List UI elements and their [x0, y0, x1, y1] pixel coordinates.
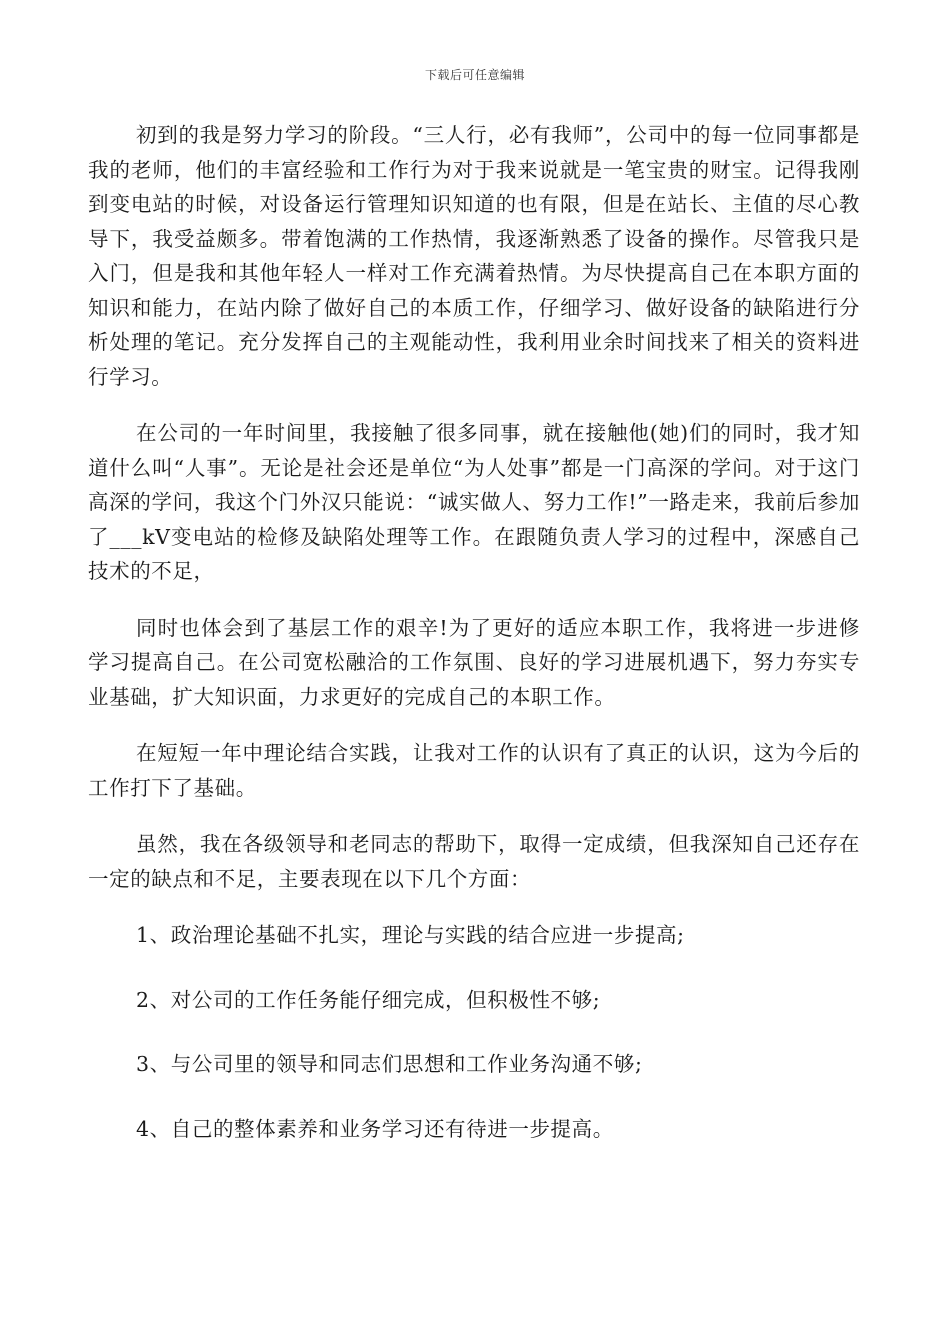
list-item-1: 1、政治理论基础不扎实，理论与实践的结合应进一步提高; — [136, 923, 685, 947]
page-header-note: 下载后可任意编辑 — [424, 68, 525, 82]
list-item-3: 3、与公司里的领导和同志们思想和工作业务沟通不够; — [136, 1052, 643, 1076]
list-item-2: 2、对公司的工作任务能仔细完成，但积极性不够; — [136, 987, 601, 1012]
document-body — [88, 118, 860, 1176]
paragraph-shortcomings-intro: 虽然，我在各级领导和老同志的帮助下，取得一定成绩，但我深知自己还存在一定的缺点和不足，主要表现在以下几个方面： — [88, 832, 860, 891]
list-item-4: 4、自己的整体素养和业务学习还有待进一步提高。 — [136, 1116, 614, 1141]
paragraph-learning-stage: 初到的我是努力学习的阶段。“三人行，必有我师”，公司中的每一位同事都是我的老师，他们的丰富经验和工作行为对于我来说就是一笔宝贵的财宝。记得我刚到变电站的时候，对设备运行管理知识知道的也有限，但是在站长、主值的尽心教导下，我受益颇多。带着饱满的工作热情，我逐渐熟悉了设备的操作。尽管我只是入门，但是我和其他年轻人一样对工作充满着热情。为尽快提高自己在本职方面的知识和能力，在站内除了做好自己的本质工作，仔细学习、做好设备的缺陷进行分析处理的笔记。充分发挥自己的主观能动性，我利用业余时间找来了相关的资料进行学习。 — [88, 123, 860, 389]
paragraph-colleagues: 在公司的一年时间里，我接触了很多同事，就在接触他(她)们的同时，我才知道什么叫“人事”。无论是社会还是单位“为人处事”都是一门高深的学问。对于这门高深的学问，我这个门外汉只能说：“诚实做人、努力工作!”一路走来，我前后参加了___kV变电站的检修及缺陷处理等工作。在跟随负责人学习的过程中，深感自己技术的不足， — [88, 421, 860, 583]
paragraph-improvement: 同时也体会到了基层工作的艰辛!为了更好的适应本职工作，我将进一步进修学习提高自己。在公司宽松融洽的工作氛围、良好的学习进展机遇下，努力夯实专业基础，扩大知识面，力求更好的完成自己的本职工作。 — [88, 615, 860, 709]
paragraph-theory-practice: 在短短一年中理论结合实践，让我对工作的认识有了真正的认识，这为今后的工作打下了基础。 — [88, 741, 860, 800]
